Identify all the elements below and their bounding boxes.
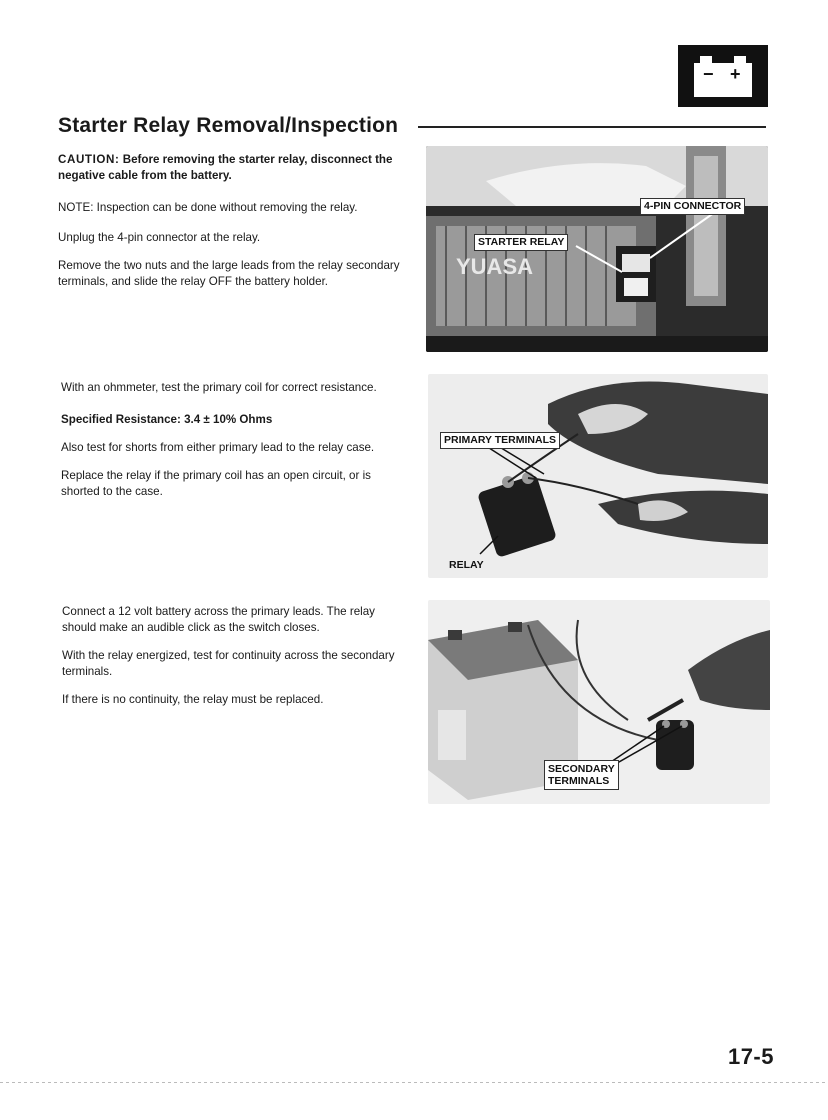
page-number: 17-5	[727, 1044, 774, 1069]
step-replace-relay: Replace the relay if the primary coil has an open circuit, or is shorted to the case.	[61, 469, 371, 498]
step-test-continuity: With the relay energized, test for continuity across the secondary terminals.	[62, 649, 395, 678]
photo-primary-terminals	[428, 374, 768, 578]
section-coil-test-text	[61, 380, 406, 512]
label-secondary-terminals	[544, 760, 619, 790]
label-secondary-line1: SECONDARY	[548, 763, 615, 775]
label-relay: RELAY	[449, 559, 484, 571]
photo-secondary-terminals	[428, 600, 770, 804]
caution-text: Before removing the starter relay, disconnect the negative cable from the battery.	[58, 153, 393, 182]
page-title: Starter Relay Removal/Inspection	[58, 114, 399, 137]
label-starter-relay: STARTER RELAY	[474, 234, 568, 251]
plus-sign: +	[730, 64, 741, 84]
photo-primary-terminals-image	[428, 374, 768, 578]
section-continuity-test-text	[62, 604, 407, 720]
photo-starter-relay-location	[426, 146, 768, 352]
step-test-shorts: Also test for shorts from either primary lead to the relay case.	[61, 441, 375, 454]
caution-lead: CAUTION:	[58, 153, 120, 166]
note-text: NOTE: Inspection can be done without removing the relay.	[58, 201, 358, 214]
step-unplug: Unplug the 4-pin connector at the relay.	[58, 231, 261, 244]
step-replace-if-no-continuity: If there is no continuity, the relay must be replaced.	[62, 693, 324, 706]
battery-icon-body	[694, 63, 752, 97]
step-ohmmeter-test: With an ohmmeter, test the primary coil for correct resistance.	[61, 381, 377, 394]
label-primary-terminals: PRIMARY TERMINALS	[440, 432, 560, 449]
caution-note	[58, 152, 403, 184]
title-rule	[418, 126, 766, 128]
battery-brand-text: YUASA	[456, 254, 534, 279]
section-removal-text	[58, 152, 403, 302]
label-secondary-line2: TERMINALS	[548, 775, 610, 787]
step-remove: Remove the two nuts and the large leads from the relay secondary terminals, and slide the relay OFF the battery holder.	[58, 259, 400, 288]
step-connect-battery: Connect a 12 volt battery across the primary leads. The relay should make an audible click as the switch closes.	[62, 605, 375, 634]
bottom-scan-line	[0, 1082, 828, 1083]
minus-sign: −	[703, 64, 714, 84]
battery-section-icon	[678, 45, 768, 107]
label-4-pin-connector: 4-PIN CONNECTOR	[640, 198, 745, 215]
specified-resistance: Specified Resistance: 3.4 ± 10% Ohms	[61, 413, 273, 426]
